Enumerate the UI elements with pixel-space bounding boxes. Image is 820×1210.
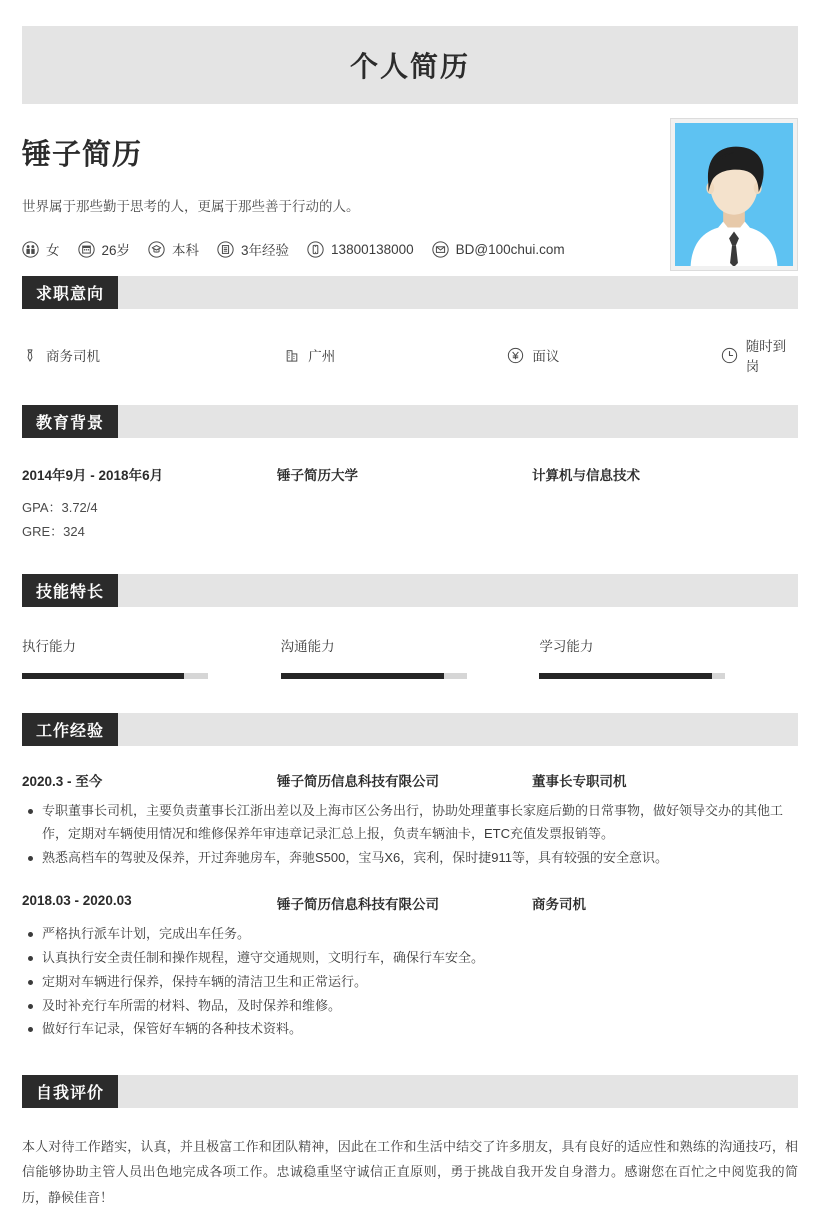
skill-label: 沟通能力 [280,639,335,655]
clock-icon [721,347,738,364]
list-item: 认真执行安全责任制和操作规程，遵守交通规则，文明行车，确保行车安全。 [22,947,798,970]
intent-salary-value: 面议 [532,349,560,364]
skill-bar-track [22,673,208,679]
graduation-cap-icon [148,241,165,258]
experience-period: 2020.3 - 至今 [22,774,103,790]
meta-experience [217,239,289,259]
intent-position [22,335,284,375]
tie-icon [22,347,38,364]
meta-education [148,239,199,259]
gender-icon [22,241,39,258]
meta-experience-value: 3年经验 [241,243,290,258]
experience-company: 锤子简历信息科技有限公司 [277,897,439,913]
education-school: 锤子简历大学 [277,468,358,483]
skill-bar-fill [22,673,184,679]
experience-entry-head [22,770,798,790]
meta-phone-value: 13800138000 [331,241,414,257]
experience-role: 商务司机 [532,897,586,913]
education-entry-head [22,464,798,484]
intent-position-value: 商务司机 [46,349,100,364]
list-item: 严格执行派车计划，完成出车任务。 [22,923,798,946]
meta-gender-value: 女 [46,243,60,258]
calendar-icon [78,241,95,258]
skills-row [22,635,798,679]
section-title-skills: 技能特长 [22,574,118,607]
list-item: 专职董事长司机，主要负责董事长江浙出差以及上海市区公务出行，协助处理董事长家庭后勤的日常事物，做好领导交办的其他工作，定期对车辆使用情况和维修保养年审违章记录汇总上报，负责车辆油卡，ETC充值发票报销等。 [22,800,798,846]
experience-entry [22,893,798,1041]
meta-age [78,239,131,259]
list-item: 做好行车记录，保管好车辆的各种技术资料。 [22,1018,798,1041]
phone-icon [307,241,324,258]
list-item: 及时补充行车所需的材料、物品，及时保养和维修。 [22,995,798,1018]
intent-row [22,335,798,375]
resume-title-banner [22,26,798,104]
intent-availability-value: 随时到岗 [745,339,787,374]
section-title-experience: 工作经验 [22,713,118,746]
education-details [22,496,798,544]
self-evaluation-text: 本人对待工作踏实，认真，并且极富工作和团队精神，因此在工作和生活中结交了许多朋友，具有良好的适应性和熟练的沟通技巧，相信能够协助主管人员出色地完成各项工作。忠诚稳重坚守诚信正直原则，勇于挑战自我开发自身潜力。感谢您在百忙之中阅览我的简历，静候佳音！ [22,1139,798,1205]
avatar-photo [675,123,793,266]
list-item: 熟悉高档车的驾驶及保养，开过奔驰房车，奔驰S500，宝马X6，宾利，保时捷911等，具有较强的安全意识。 [22,847,798,870]
avatar [670,118,798,271]
skill-bar-fill [539,673,712,679]
section-header-experience [22,713,798,746]
section-title-education: 教育背景 [22,405,118,438]
education-period: 2014年9月 - 2018年6月 [22,468,164,483]
skill-bar-fill [281,673,445,679]
experience-role: 董事长专职司机 [532,774,627,790]
building-icon [284,347,300,364]
section-header-self-evaluation [22,1075,798,1108]
profile-block [22,126,798,276]
intent-city-value: 广州 [308,349,336,364]
intent-salary [507,335,720,375]
experience-entry-head [22,893,798,913]
section-title-self-evaluation: 自我评价 [22,1075,118,1108]
skill-label: 学习能力 [539,639,594,655]
meta-gender [22,239,60,259]
experience-bullets [22,800,798,869]
section-title-intent: 求职意向 [22,276,118,309]
meta-email-value: BD@100chui.com [455,241,565,257]
experience-company: 锤子简历信息科技有限公司 [277,774,439,790]
yen-icon [507,347,524,364]
meta-email [432,241,565,258]
meta-age-value: 26岁 [101,243,131,258]
section-header-skills [22,574,798,607]
document-icon [217,241,234,258]
section-header-education [22,405,798,438]
page-title: 个人简历 [349,51,470,82]
skill-item [539,635,798,679]
experience-bullets [22,923,798,1041]
experience-period: 2018.03 - 2020.03 [22,893,132,909]
meta-phone [307,241,414,258]
skill-item [22,635,281,679]
resume-page [0,26,820,1205]
email-icon [432,241,449,258]
meta-education-value: 本科 [172,243,200,258]
skill-item [281,635,540,679]
intent-city [284,335,507,375]
experience-entry [22,770,798,869]
section-header-intent [22,276,798,309]
candidate-tagline: 世界属于那些勤于思考的人，更属于那些善于行动的人。 [22,199,360,214]
list-item: 定期对车辆进行保养，保持车辆的清洁卫生和正常运行。 [22,971,798,994]
skill-label: 执行能力 [22,639,76,655]
candidate-name: 锤子简历 [22,139,143,171]
education-major: 计算机与信息技术 [532,468,640,483]
education-gre: GRE：324 [22,524,85,540]
education-gpa: GPA：3.72/4 [22,500,98,515]
intent-availability [721,335,798,375]
skill-bar-track [281,673,467,679]
skill-bar-track [539,673,725,679]
